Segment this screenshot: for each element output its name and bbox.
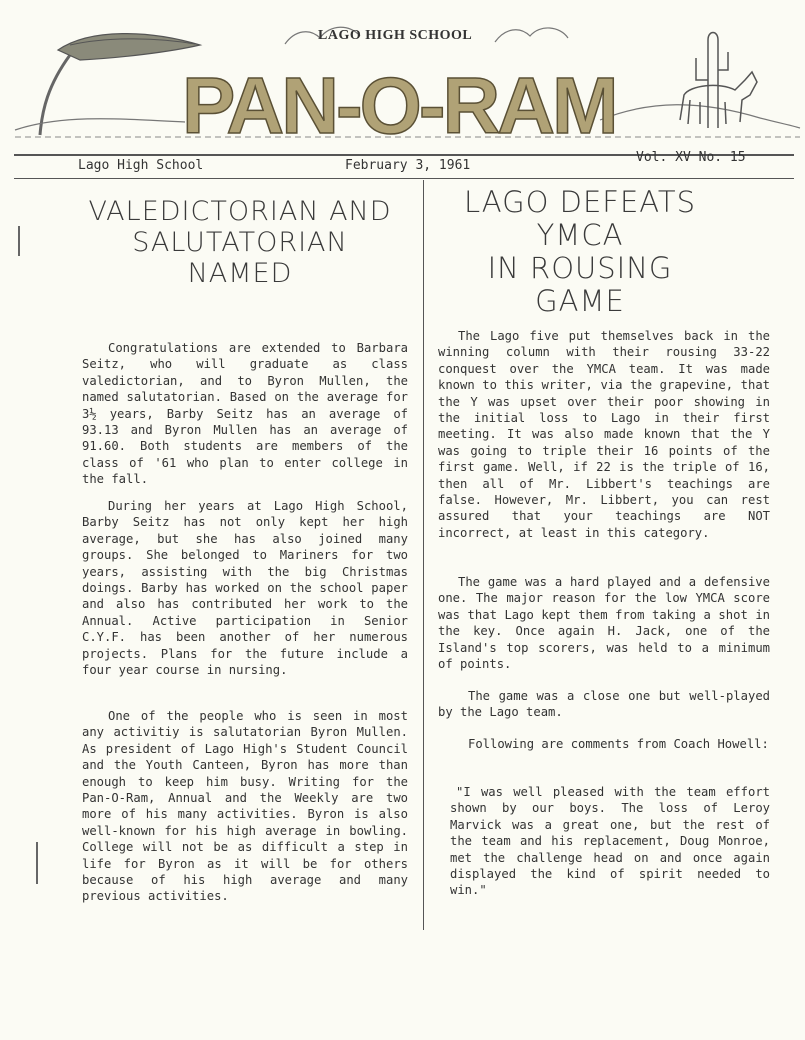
right-paragraph-2: The game was a hard played and a defensive one. The major reason for the low YMCA score was that Lago kept them from taking a shot in the key. Once again H. Jack, one of the Island's top scorers, was held to a minimum of points. <box>438 575 770 672</box>
dateline-rule <box>14 178 794 179</box>
masthead <box>0 0 805 160</box>
newspaper-title: PAN-O-RAM <box>182 61 616 150</box>
margin-mark <box>18 226 20 256</box>
right-paragraph-5: "I was well pleased with the team effort shown by our boys. The loss of Leroy Marvick was a great one, but the rest of the team and his replacement, Doug Monroe, met the challenge head on and once again displayed the kind of spirit needed to win." <box>450 785 770 898</box>
headline-line: LAGO DEFEATS <box>463 185 697 219</box>
headline-line: YMCA <box>536 218 624 252</box>
right-paragraph-1: The Lago five put themselves back in the winning column with their rousing 33-22 conquest over the YMCA team. It was made known to this writer, via the grapevine, that the Y was upset over their poor showing in the initial loss to Lago in their first meeting. It was also made known that the Y was going to triple their 16 points of the first game. Well, if 22 is the triple of 16, then all of Mr. Libbert's teachings are false. However, Mr. Libbert, you can rest assured that your teachings are NOT incorrect, at least in this category. <box>438 329 770 540</box>
dateline-school: Lago High School <box>78 158 204 173</box>
left-headline <box>60 196 420 289</box>
right-headline <box>430 186 730 318</box>
school-name-banner: LAGO HIGH SCHOOL <box>318 28 473 43</box>
dateline-issue: Vol. XV No. 15 <box>636 150 746 165</box>
margin-mark <box>36 842 38 884</box>
dateline-date: February 3, 1961 <box>345 158 471 173</box>
left-paragraph-3: One of the people who is seen in most any activitiy is salutatorian Byron Mullen. As president of Lago High's Student Council and the Youth Canteen, Byron has more than enough to keep him busy. Writing for the Pan-O-Ram, Annual and the Weekly are two more of his many activities. Byron is also well-known for his high average in bowling. College will not be as difficult a step in life for Byron as it will be for others because of his high average and many previous activities. <box>82 709 408 904</box>
headline-line: NAMED <box>187 258 293 289</box>
headline-line: VALEDICTORIAN AND <box>88 196 392 227</box>
left-paragraph-1: Congratulations are extended to Barbara Seitz, who will graduate as class valedictorian, and to Byron Mullen, the named salutatorian. Based on the average for 3½ years, Barby Seitz has an average of 93.13 and Byron Mullen has an average of 91.60. Both students are members of the class of '61 who plan to enter college in the fall. <box>82 341 408 487</box>
right-paragraph-4: Following are comments from Coach Howell: <box>468 737 769 751</box>
headline-line: IN ROUSING <box>487 251 673 285</box>
left-paragraph-2: During her years at Lago High School, Barby Seitz has not only kept her high average, but she has also joined many groups. She belonged to Mariners for two years, assisting with the big Christmas doings. Barby has worked on the school paper and also has contributed her work to the Annual. Active participation in Senior C.Y.F. has been another of her numerous projects. Plans for the future include a four year course in nursing. <box>82 499 408 678</box>
right-paragraph-3: The game was a close one but well-played by the Lago team. <box>438 689 770 720</box>
headline-line: GAME <box>535 284 625 318</box>
headline-line: SALUTATORIAN <box>132 227 348 258</box>
column-divider <box>423 180 424 930</box>
